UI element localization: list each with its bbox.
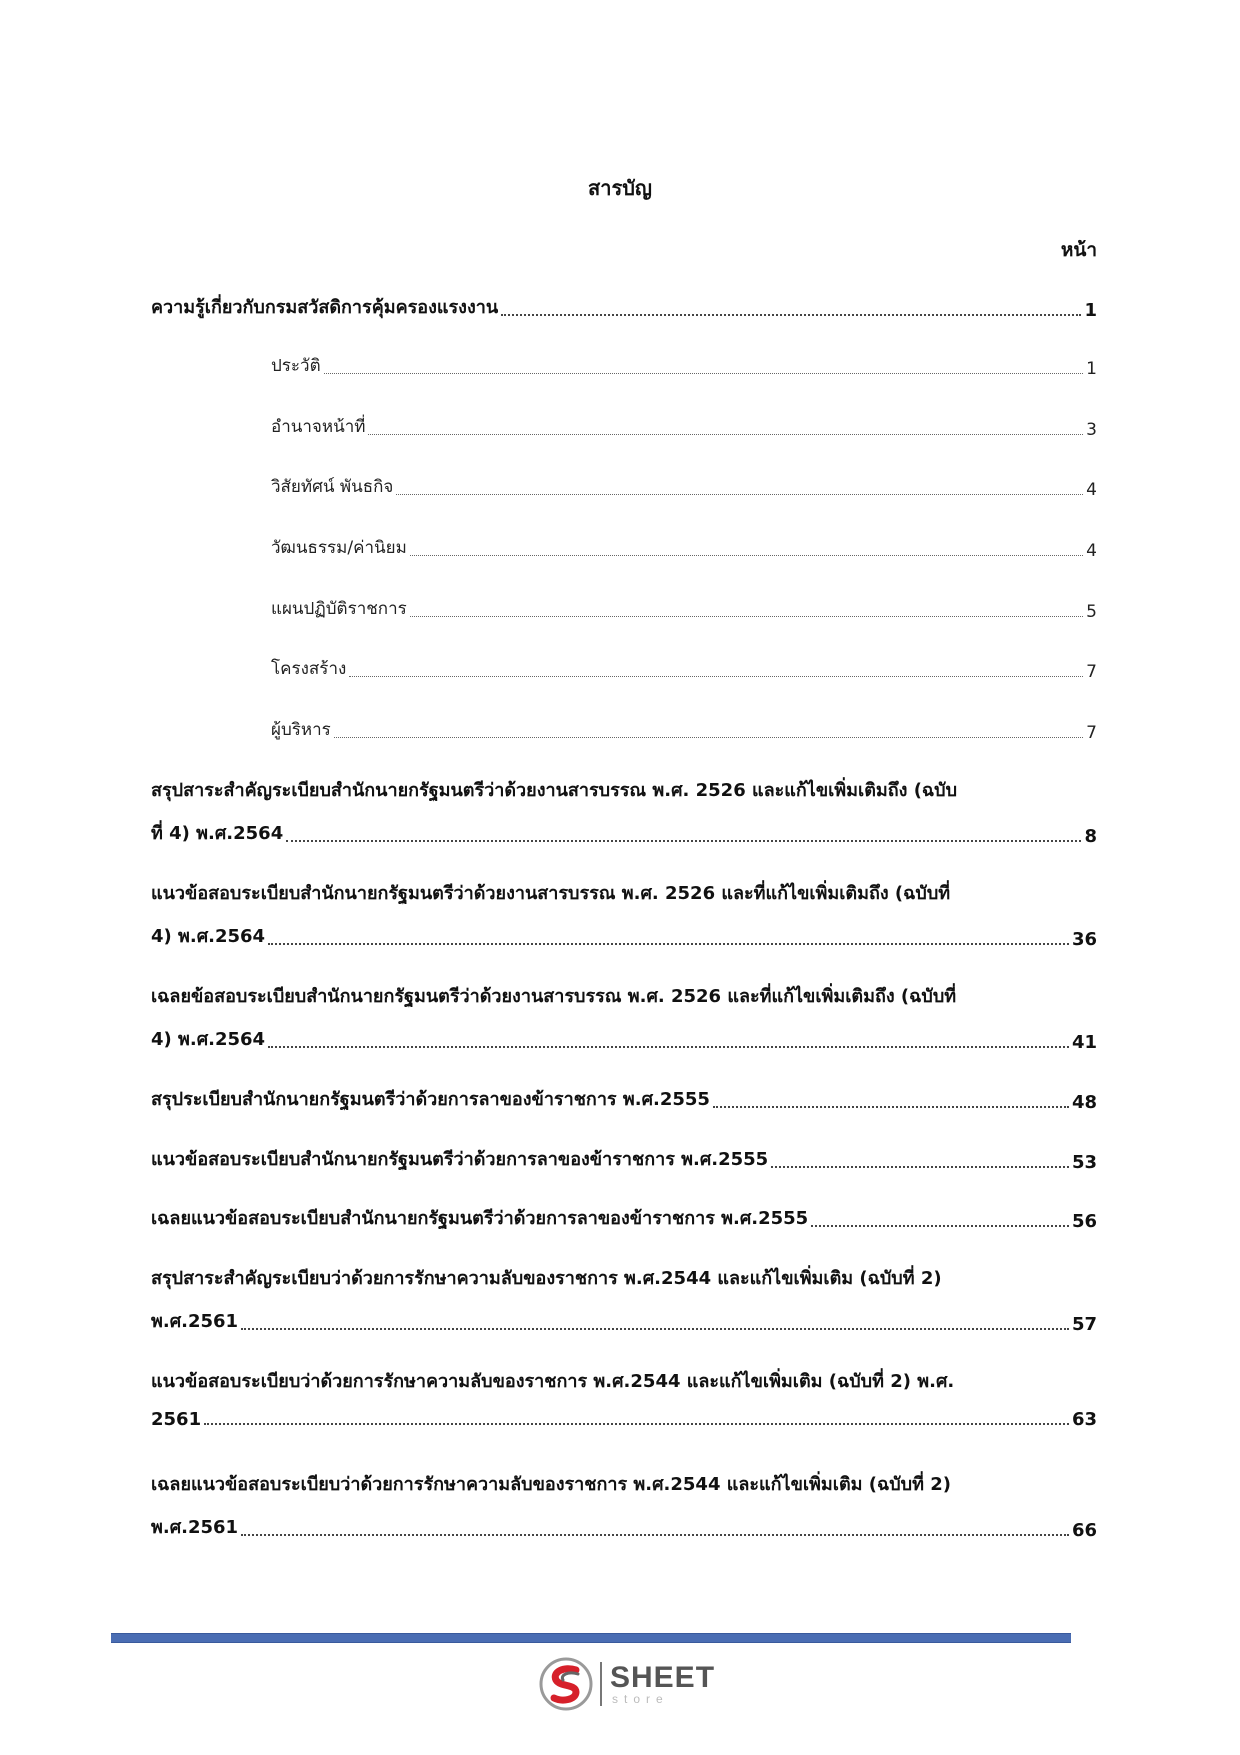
toc-entry-line1[interactable]: เฉลยข้อสอบระเบียบสำนักนายกรัฐมนตรีว่าด้วยงานสารบรรณ พ.ศ. 2526 และที่แก้ไขเพิ่มเติมถึง (ฉบับที่ — [151, 986, 957, 1007]
sheet-store-logo — [538, 1656, 715, 1712]
toc-page-number: 57 — [1071, 1314, 1097, 1335]
toc-entry[interactable] — [151, 1144, 1097, 1173]
logo-separator — [600, 1662, 602, 1706]
toc-entry-text: 4) พ.ศ.2564 — [151, 926, 266, 947]
toc-entry-text: ความรู้เกี่ยวกับกรมสวัสดิการคุ้มครองแรงงาน — [151, 297, 499, 318]
leader-dots — [368, 433, 1083, 435]
leader-dots — [268, 1045, 1069, 1048]
toc-entry[interactable] — [151, 1084, 1097, 1113]
toc-subentry[interactable] — [271, 473, 1097, 500]
toc-page-number: 1 — [1084, 300, 1097, 321]
toc-entry-line1[interactable]: แนวข้อสอบระเบียบสำนักนายกรัฐมนตรีว่าด้วยงานสารบรรณ พ.ศ. 2526 และที่แก้ไขเพิ่มเติมถึง (ฉบับที่ — [151, 883, 951, 904]
leader-dots — [771, 1165, 1069, 1168]
logo-subtext: store — [612, 1692, 669, 1706]
toc-entry-text: 2561 — [151, 1409, 202, 1430]
toc-page-number: 5 — [1086, 602, 1097, 622]
toc-subentry[interactable] — [271, 534, 1097, 561]
leader-dots — [713, 1105, 1069, 1108]
toc-entry-text: ที่ 4) พ.ศ.2564 — [151, 823, 284, 844]
toc-entry[interactable] — [151, 1203, 1097, 1232]
toc-entry[interactable] — [151, 921, 1097, 950]
toc-entry-text: อำนาจหน้าที่ — [271, 417, 366, 437]
leader-dots — [241, 1533, 1069, 1536]
toc-entry-text: พ.ศ.2561 — [151, 1311, 239, 1332]
leader-dots — [204, 1422, 1069, 1425]
toc-page-number: 1 — [1086, 359, 1097, 379]
leader-dots — [241, 1327, 1069, 1330]
toc-page-number: 7 — [1086, 723, 1097, 743]
toc-entry-line1[interactable]: สรุปสาระสำคัญระเบียบสำนักนายกรัฐมนตรีว่าด้วยงานสารบรรณ พ.ศ. 2526 และแก้ไขเพิ่มเติมถึง (ฉบับ — [151, 780, 958, 801]
toc-entry-text: เฉลยแนวข้อสอบระเบียบสำนักนายกรัฐมนตรีว่าด้วยการลาของข้าราชการ พ.ศ.2555 — [151, 1208, 809, 1229]
toc-entry-text: พ.ศ.2561 — [151, 1517, 239, 1538]
logo-wordmark: SHEET — [610, 1661, 716, 1694]
toc-page-number: 48 — [1071, 1092, 1097, 1113]
toc-entry-text: วัฒนธรรม/ค่านิยม — [271, 538, 407, 558]
toc-page-number: 41 — [1071, 1032, 1097, 1053]
toc-page-number: 63 — [1071, 1409, 1097, 1430]
toc-subentry[interactable] — [271, 595, 1097, 622]
leader-dots — [334, 736, 1083, 738]
toc-entry-text: 4) พ.ศ.2564 — [151, 1029, 266, 1050]
toc-page-number: 53 — [1071, 1152, 1097, 1173]
toc-page-number: 7 — [1086, 662, 1097, 682]
toc-subentry[interactable] — [271, 413, 1097, 440]
toc-page-number: 4 — [1086, 480, 1097, 500]
toc-entry-text: แผนปฏิบัติราชการ — [271, 599, 407, 619]
leader-dots — [286, 839, 1081, 842]
page-title: สารบัญ — [588, 176, 652, 200]
footer-divider-bar — [111, 1633, 1071, 1643]
leader-dots — [324, 372, 1084, 374]
sheet-store-logo-mark-icon — [538, 1656, 594, 1712]
toc-entry[interactable] — [151, 1512, 1097, 1541]
toc-entry-text: แนวข้อสอบระเบียบสำนักนายกรัฐมนตรีว่าด้วยการลาของข้าราชการ พ.ศ.2555 — [151, 1149, 769, 1170]
toc-entry-text: โครงสร้าง — [271, 659, 347, 679]
leader-dots — [410, 615, 1083, 617]
toc-entry[interactable] — [151, 1409, 1097, 1430]
toc-page-number: 4 — [1086, 541, 1097, 561]
leader-dots — [268, 942, 1069, 945]
toc-entry[interactable] — [151, 1024, 1097, 1053]
toc-page-number: 8 — [1084, 826, 1097, 847]
page-column-header: หน้า — [1060, 239, 1097, 261]
toc-subentry[interactable] — [271, 716, 1097, 743]
toc-entry[interactable] — [151, 818, 1097, 847]
leader-dots — [410, 554, 1083, 556]
toc-entry[interactable] — [151, 292, 1097, 321]
toc-subentry[interactable] — [271, 655, 1097, 682]
toc-subentry[interactable] — [271, 352, 1097, 379]
toc-entry-line1[interactable]: สรุปสาระสำคัญระเบียบว่าด้วยการรักษาความลับของราชการ พ.ศ.2544 และแก้ไขเพิ่มเติม (ฉบับที่ 2) — [151, 1268, 942, 1289]
leader-dots — [501, 313, 1081, 316]
toc-page-number: 66 — [1071, 1520, 1097, 1541]
toc-entry-text: วิสัยทัศน์ พันธกิจ — [271, 477, 394, 497]
toc-entry-text: สรุประเบียบสำนักนายกรัฐมนตรีว่าด้วยการลาของข้าราชการ พ.ศ.2555 — [151, 1089, 710, 1110]
toc-entry-text: ผู้บริหาร — [271, 720, 331, 740]
toc-entry-line1[interactable]: เฉลยแนวข้อสอบระเบียบว่าด้วยการรักษาความลับของราชการ พ.ศ.2544 และแก้ไขเพิ่มเติม (ฉบับที่ 2) — [151, 1474, 951, 1495]
toc-page-number: 56 — [1071, 1211, 1097, 1232]
leader-dots — [396, 493, 1083, 495]
toc-entry[interactable] — [151, 1306, 1097, 1335]
toc-page-number: 36 — [1071, 929, 1097, 950]
leader-dots — [811, 1224, 1069, 1227]
toc-entry-line1[interactable]: แนวข้อสอบระเบียบว่าด้วยการรักษาความลับของราชการ พ.ศ.2544 และแก้ไขเพิ่มเติม (ฉบับที่ 2) พ.ศ. — [151, 1371, 955, 1392]
toc-entry-text: ประวัติ — [271, 356, 321, 376]
toc-page-number: 3 — [1086, 420, 1097, 440]
leader-dots — [349, 675, 1083, 677]
